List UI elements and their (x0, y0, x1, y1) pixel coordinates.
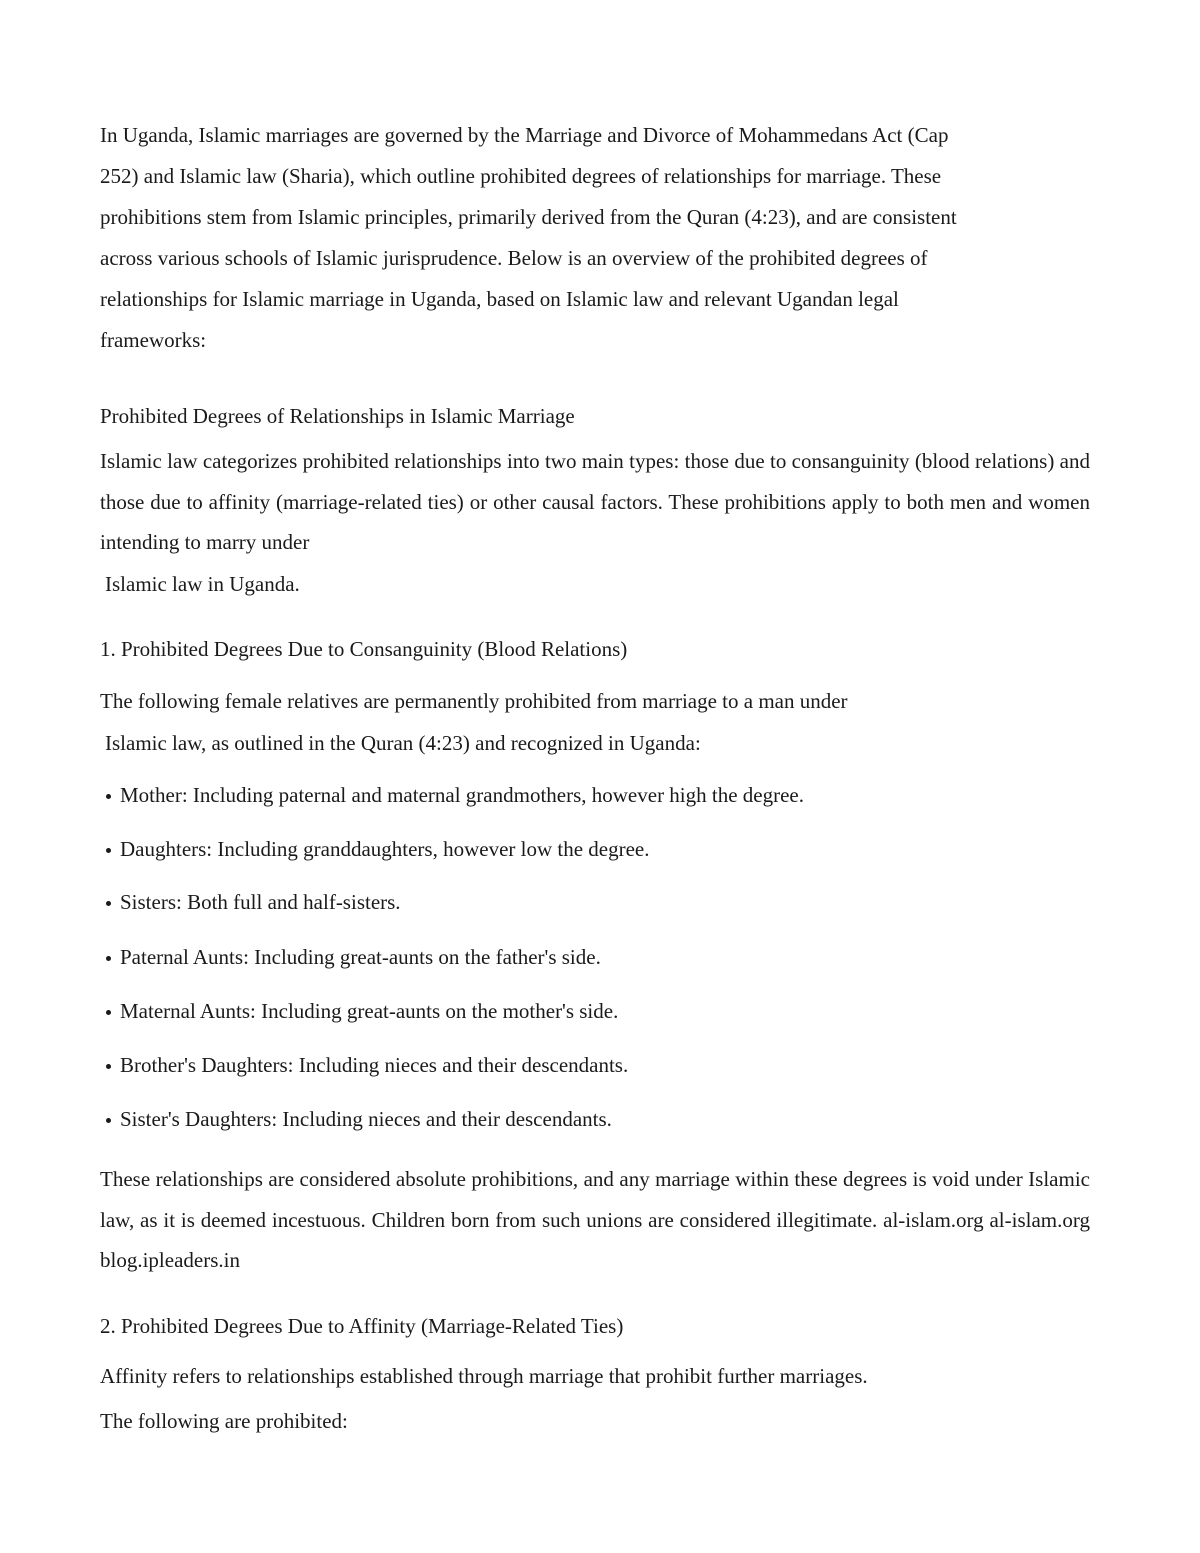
intro-line: relationships for Islamic marriage in Uganda, based on Islamic law and relevant Ugandan legal (100, 287, 899, 311)
bullet-icon (106, 901, 111, 906)
affinity-heading: 2. Prohibited Degrees Due to Affinity (Marriage-Related Ties) (100, 1314, 624, 1338)
intro-line: In Uganda, Islamic marriages are governed by the Marriage and Divorce of Mohammedans Act (Cap (100, 123, 949, 147)
categories-paragraph-tail: Islamic law in Uganda. (105, 572, 300, 596)
intro-line: across various schools of Islamic jurisprudence. Below is an overview of the prohibited degrees of (100, 246, 928, 270)
list-item: Sisters: Both full and half-sisters. (100, 890, 401, 915)
intro-line: frameworks: (100, 328, 207, 352)
affinity-lead: The following are prohibited: (100, 1409, 348, 1433)
consanguinity-intro: The following female relatives are permanently prohibited from marriage to a man under (100, 689, 848, 713)
intro-paragraph (100, 115, 1090, 361)
list-item: Brother's Daughters: Including nieces and their descendants. (100, 1053, 628, 1078)
bullet-icon (106, 1118, 111, 1123)
intro-line: prohibitions stem from Islamic principles, primarily derived from the Quran (4:23), and are consistent (100, 205, 957, 229)
list-item: Paternal Aunts: Including great-aunts on the father's side. (100, 945, 601, 970)
intro-line: 252) and Islamic law (Sharia), which outline prohibited degrees of relationships for marriage. These (100, 164, 942, 188)
bullet-icon (106, 848, 111, 853)
bullet-icon (106, 956, 111, 961)
list-item: Mother: Including paternal and maternal grandmothers, however high the degree. (100, 783, 804, 808)
bullet-icon (106, 1064, 111, 1069)
affinity-intro: Affinity refers to relationships established through marriage that prohibit further marriages. (100, 1364, 868, 1388)
bullet-icon (106, 1010, 111, 1015)
section-heading: Prohibited Degrees of Relationships in Islamic Marriage (100, 404, 575, 428)
list-item: Maternal Aunts: Including great-aunts on the mother's side. (100, 999, 618, 1024)
list-item: Daughters: Including granddaughters, however low the degree. (100, 837, 650, 862)
bullet-icon (106, 794, 111, 799)
list-item: Sister's Daughters: Including nieces and their descendants. (100, 1107, 612, 1132)
consanguinity-intro-continued: Islamic law, as outlined in the Quran (4:23) and recognized in Uganda: (105, 731, 701, 755)
consanguinity-heading: 1. Prohibited Degrees Due to Consanguinity (Blood Relations) (100, 637, 628, 661)
categories-paragraph: Islamic law categorizes prohibited relationships into two main types: those due to consanguinity (blood relations) and those due to affinity (marriage-related ties) or other causal factors. These prohibitions apply to both men and women intending to marry under (100, 449, 1090, 554)
consanguinity-conclusion: These relationships are considered absolute prohibitions, and any marriage within these degrees is void under Islamic law, as it is deemed incestuous. Children born from such unions are considered illegitimate. al-islam.org al-islam.org blog.ipleaders.in (100, 1167, 1090, 1272)
